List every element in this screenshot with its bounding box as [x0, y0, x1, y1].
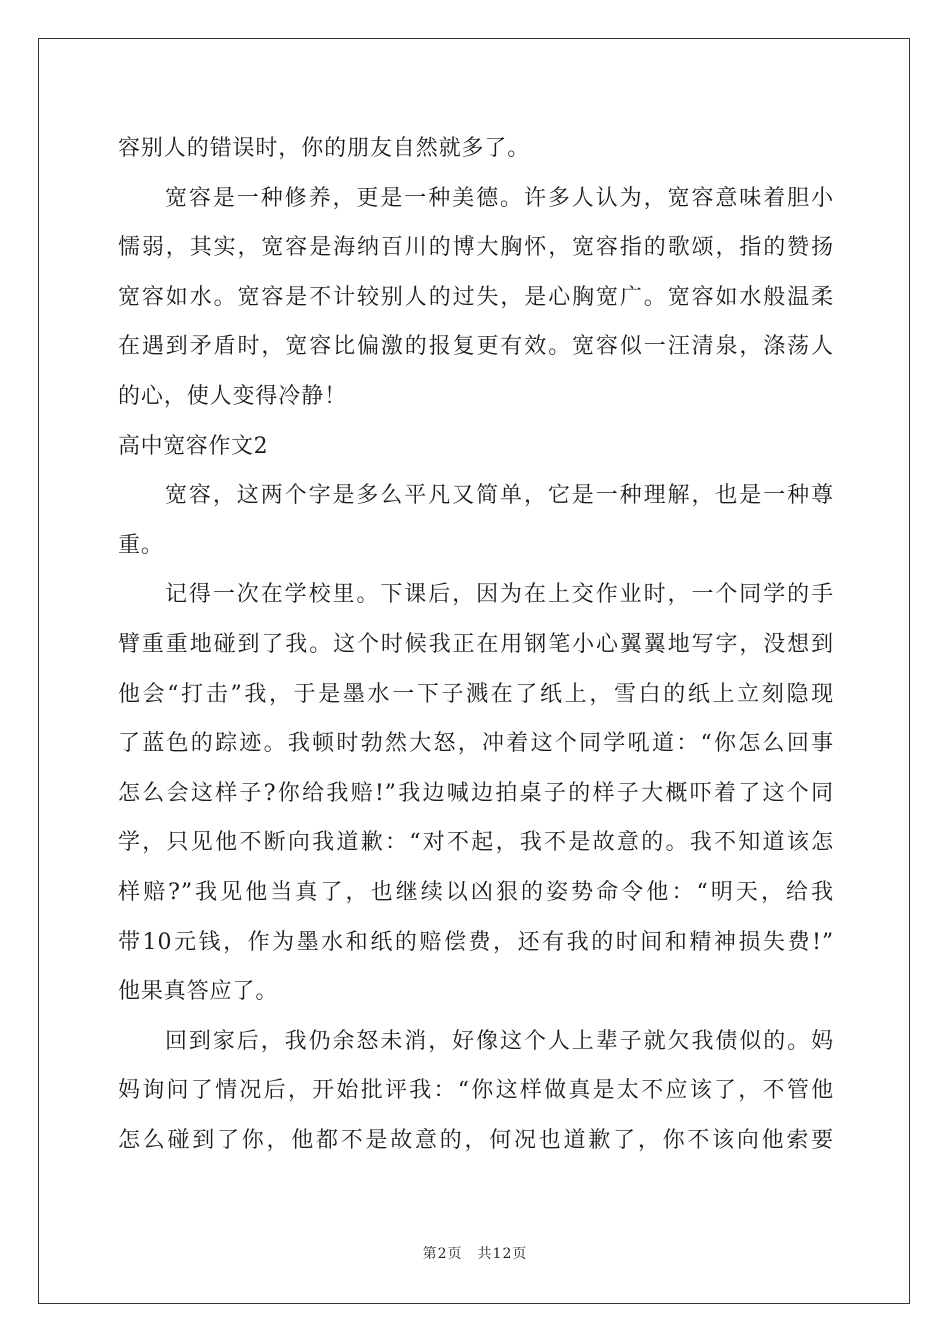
- text-line: 怎么碰到了你，他都不是故意的，何况也道歉了，你不该向他索要: [118, 1127, 834, 1153]
- page-number: 第2页 共12页: [422, 1246, 528, 1262]
- text-line: 回到家后，我仍余怒未消，好像这个人上辈子就欠我债似的。妈: [165, 1028, 834, 1054]
- text-line: 臂重重地碰到了我。这个时候我正在用钢笔小心翼翼地写字，没想到: [118, 631, 834, 657]
- text-line: 记得一次在学校里。下课后，因为在上交作业时，一个同学的手: [165, 582, 834, 608]
- text-line: 怎么会这样子?你给我赔!”我边喊边拍桌子的样子大概吓着了这个同: [118, 780, 834, 806]
- text-line: 样赔?”我见他当真了，也继续以凶狠的姿势命令他：“明天，给我: [118, 879, 834, 905]
- text-line: 带10元钱，作为墨水和纸的赔偿费，还有我的时间和精神损失费!”: [118, 929, 834, 955]
- text-line: 宽容是一种修养，更是一种美德。许多人认为，宽容意味着胆小: [165, 185, 834, 211]
- text-line: 在遇到矛盾时，宽容比偏激的报复更有效。宽容似一汪清泉，涤荡人: [118, 334, 834, 360]
- text-line: 懦弱，其实，宽容是海纳百川的博大胸怀，宽容指的歌颂，指的赞扬: [118, 235, 834, 261]
- text-line: 他果真答应了。: [118, 979, 279, 1005]
- section-heading: 高中宽容作文2: [118, 433, 269, 459]
- text-line: 的心，使人变得冷静！: [118, 383, 348, 409]
- text-line: 容别人的错误时，你的朋友自然就多了。: [118, 136, 531, 161]
- text-line: 学，只见他不断向我道歉：“对不起，我不是故意的。我不知道该怎: [118, 830, 834, 856]
- text-line: 重。: [118, 532, 164, 558]
- text-line: 了蓝色的踪迹。我顿时勃然大怒，冲着这个同学吼道：“你怎么回事: [118, 731, 834, 757]
- text-line: 他会“打击”我，于是墨水一下子溅在了纸上，雪白的纸上立刻隐现: [118, 681, 834, 707]
- text-line: 宽容如水。宽容是不计较别人的过失，是心胸宽广。宽容如水般温柔: [118, 284, 834, 310]
- text-line: 妈询问了情况后，开始批评我：“你这样做真是太不应该了，不管他: [118, 1078, 834, 1104]
- text-line: 宽容，这两个字是多么平凡又简单，它是一种理解，也是一种尊: [165, 483, 834, 509]
- document-body: [118, 124, 834, 1165]
